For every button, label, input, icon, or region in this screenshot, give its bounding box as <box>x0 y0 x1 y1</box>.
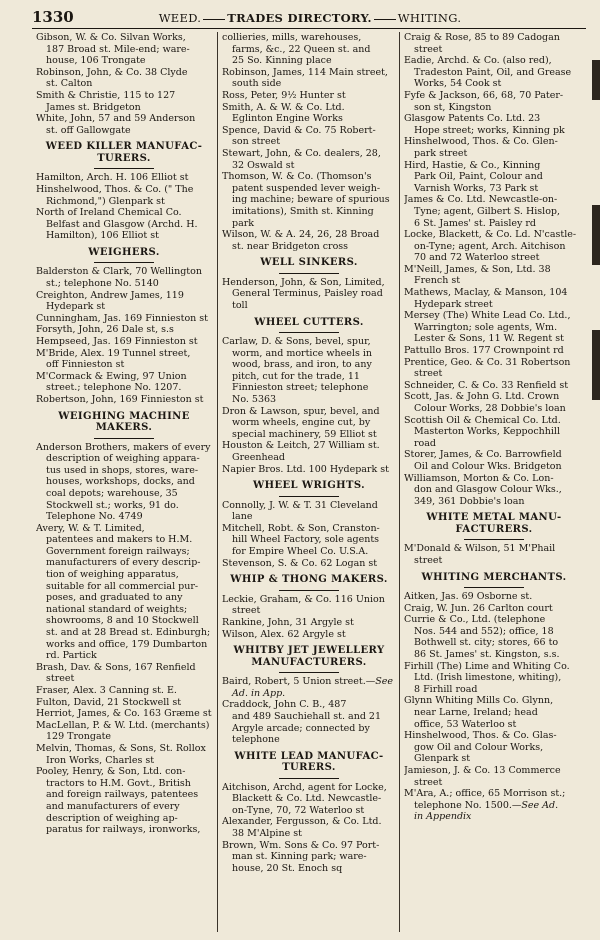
directory-entry <box>36 348 212 371</box>
running-head-right: WHITING. <box>397 11 462 25</box>
directory-entry <box>404 449 584 472</box>
entry-text: Prentice, Geo. & Co. 31 Robertson street <box>404 356 571 380</box>
directory-entry <box>222 816 396 839</box>
entry-text: Aitchison, Archd, agent for Locke, Blackett & Co. Ltd. Newcastle- on-Tyne, 70, 72 Waterloo st <box>222 781 387 816</box>
directory-entry <box>404 113 584 136</box>
directory-entry <box>36 697 212 709</box>
section-heading: WEIGHERS. <box>88 246 160 258</box>
entry-text: Houston & Leitch, 27 William st. Greenhead <box>222 440 380 463</box>
directory-entry <box>222 840 396 875</box>
entry-text: Balderston & Clark, 70 Wellington st.; telephone No. 5140 <box>36 266 202 289</box>
directory-entry <box>404 730 584 765</box>
entry-text: Ross, Peter, 9½ Hunter st <box>222 89 346 101</box>
section-heading: WHEEL CUTTERS. <box>254 316 364 328</box>
running-head-left: WEED. <box>158 11 202 25</box>
entry-text: Scottish Oil & Chemical Co. Ltd. Masterton Works, Keppochhill road <box>404 414 561 449</box>
directory-entry <box>222 523 396 558</box>
entry-text: Storer, James, & Co. Barrowfield Oil and Colour Wks. Bridgeton <box>404 449 562 472</box>
directory-entry <box>222 32 396 67</box>
directory-entry <box>404 380 584 392</box>
entry-text: MacLellan, P. & W. Ltd. (merchants) 129 Trongate <box>36 719 210 743</box>
directory-entry <box>404 229 584 264</box>
entry-text: Schneider, C. & Co. 33 Renfield st <box>404 379 569 391</box>
entry-text: Carlaw, D. & Sons, bevel, spur, worm, and mortice wheels in wood, brass, and iron, to any pitch, cut for the trade, 11 Finnieston street; telephone No. 5363 <box>222 336 372 406</box>
entry-text: Herriot, James, & Co. 163 Græme st <box>36 708 212 720</box>
heading-rule <box>94 262 154 263</box>
directory-entry <box>404 591 584 603</box>
running-head <box>30 11 590 25</box>
section-heading: WHITE METAL MANU- FACTURERS. <box>426 512 562 535</box>
directory-entry <box>404 788 584 823</box>
directory-entry <box>222 67 396 90</box>
entry-text: Hinshelwood, Thos. & Co. Glen- park street <box>404 136 558 159</box>
entry-text: North of Ireland Chemical Co. Belfast and Glasgow (Archd. H. Hamilton), 106 Elliot st <box>36 207 198 242</box>
entry-text: M'Donald & Wilson, 51 M'Phail street <box>404 543 556 566</box>
directory-entry <box>36 442 212 523</box>
entry-text: Thomson, W. & Co. (Thomson's patent suspended lever weigh- ing machine; beware of spurious imitations), Smith st. Kinning park <box>222 171 390 229</box>
entry-text: Glynn Whiting Mills Co. Glynn, near Larne, Ireland; head office, 53 Waterloo st <box>404 695 554 730</box>
entry-text: Spence, David & Co. 75 Robert- son street <box>222 124 376 148</box>
heading-rule <box>279 496 339 497</box>
directory-entry <box>36 113 212 136</box>
entry-text: Alexander, Fergusson, & Co. Ltd. 38 M'Alpine st <box>222 816 382 840</box>
directory-entry <box>36 266 212 289</box>
heading-rule <box>464 587 524 588</box>
entry-text: Hamilton, Arch. H. 106 Elliot st <box>36 172 189 184</box>
entry-text: Baird, Robert, 5 Union street.— <box>222 676 376 688</box>
directory-entry <box>36 207 212 242</box>
entry-text: Brash, Dav. & Sons, 167 Renfield street <box>36 661 196 685</box>
entry-text: Fulton, David, 21 Stockwell st <box>36 696 182 708</box>
directory-entry <box>404 543 584 566</box>
entry-text: Henderson, John, & Son, Limited, General Terminus, Paisley road toll <box>222 276 385 311</box>
entry-text: Forsyth, John, 26 Dale st, s.s <box>36 324 174 336</box>
directory-entry <box>222 406 396 441</box>
entry-text: Wilson, W. & A. 24, 26, 28 Broad st. near Bridgeton cross <box>222 229 380 252</box>
directory-entry <box>404 310 584 345</box>
directory-entry <box>222 171 396 229</box>
heading-rule <box>279 778 339 779</box>
directory-entry <box>222 229 396 252</box>
column-divider <box>217 32 218 932</box>
directory-entry <box>36 172 212 184</box>
directory-entry <box>404 614 584 660</box>
entry-text: M'Cormack & Ewing, 97 Union street.; telephone No. 1207. <box>36 370 187 394</box>
page-header <box>30 8 590 30</box>
directory-entry <box>36 523 212 662</box>
entry-text: Jamieson, J. & Co. 13 Commerce street <box>404 764 561 788</box>
directory-entry <box>36 90 212 113</box>
entry-text: Craig & Rose, 85 to 89 Cadogan street <box>404 32 560 55</box>
directory-entry <box>36 324 212 336</box>
entry-text: Williamson, Morton & Co. Lon- don and Glasgow Colour Wks., 349, 361 Dobbie's loan <box>404 472 562 507</box>
directory-column-1 <box>36 32 212 934</box>
entry-text: James & Co. Ltd. Newcastle-on- Tyne; agent, Gilbert S. Hislop, 6 St. James' st. Paisley rd <box>404 194 561 229</box>
directory-entry <box>36 371 212 394</box>
entry-text: Cunningham, Jas. 169 Finnieston st <box>36 312 209 324</box>
entry-text: collieries, mills, warehouses, farms, &c., 22 Queen st. and 25 So. Kinning place <box>222 32 371 67</box>
entry-text: Aitken, Jas. 69 Osborne st. <box>404 591 533 603</box>
entry-text: Pattullo Bros. 177 Crownpoint rd <box>404 345 564 357</box>
directory-entry <box>36 662 212 685</box>
directory-entry <box>222 500 396 523</box>
directory-entry <box>404 603 584 615</box>
entry-text: Pooley, Henry, & Son, Ltd. con- tractors to H.M. Govt., British and foreign railways, patentees and manufacturers of every description of weighing ap- paratus for railways, ironworks, <box>36 766 201 836</box>
entry-text: Robertson, John, 169 Finnieston st <box>36 393 204 405</box>
entry-text: Avery, W. & T. Limited, patentees and makers to H.M. Government foreign railways; manufacturers of every descrip- tion of weighing apparatus, suitable for all commercial pur- poses, and graduated to any national standard of weights; showrooms, 8 and 10 Stockwell st. and at 28 Bread st. Edinburgh; works and office, 179 Dumbarton rd. Partick <box>36 522 211 662</box>
entry-text: Stevenson, S. & Co. 62 Logan st <box>222 557 378 569</box>
entry-text: Wilson, Alex. 62 Argyle st <box>222 628 346 640</box>
binding-edge-mark <box>592 330 600 400</box>
binding-edge-mark <box>592 60 600 100</box>
entry-text: Connolly, J. W. & T. 31 Cleveland lane <box>222 499 378 523</box>
directory-entry <box>404 90 584 113</box>
directory-entry <box>404 357 584 380</box>
entry-text: Scott, Jas. & John G. Ltd. Crown Colour Works, 28 Dobbie's loan <box>404 391 566 414</box>
directory-column-2 <box>222 32 396 934</box>
directory-entry <box>36 313 212 325</box>
entry-text: M'Neill, James, & Son, Ltd. 38 French st <box>404 263 551 287</box>
directory-column-3 <box>404 32 584 934</box>
heading-rule <box>464 539 524 540</box>
directory-entry <box>36 394 212 406</box>
entry-text: Anderson Brothers, makers of every description of weighing appara- tus used in shops, stores, ware- houses, workshops, docks, and coal depots; warehouse, 35 Stockwell st.; works, 91 do. Telephone No. 4749 <box>36 441 211 523</box>
directory-entry <box>222 617 396 629</box>
entry-text: Gibson, W. & Co. Silvan Works, 187 Broad st. Mile-end; ware- house, 106 Trongate <box>36 32 190 67</box>
directory-entry <box>222 277 396 312</box>
entry-text: Hinshelwood, Thos. & Co. Glas- gow Oil and Colour Works, Glenpark st <box>404 730 557 765</box>
entry-text: Dron & Lawson, spur, bevel, and worm wheels, engine cut, by special machinery, 59 Elliot st <box>222 405 380 440</box>
directory-entry <box>222 336 396 406</box>
directory-entry <box>36 708 212 720</box>
directory-entry <box>404 287 584 310</box>
header-rule <box>32 28 586 29</box>
entry-text: Robinson, John, & Co. 38 Clyde st. Calton <box>36 66 188 90</box>
entry-text: Robinson, James, 114 Main street, south side <box>222 66 388 90</box>
directory-entry <box>404 765 584 788</box>
entry-text: Leckie, Graham, & Co. 116 Union street <box>222 593 385 617</box>
entry-text: Craddock, John C. B., 487 and 489 Sauchiehall st. and 21 Argyle arcade; connected by telephone <box>222 699 382 746</box>
directory-entry <box>222 699 396 745</box>
heading-rule <box>94 438 154 439</box>
directory-entry <box>36 685 212 697</box>
directory-entry <box>404 695 584 730</box>
entry-text: Smith & Christie, 115 to 127 James st. Bridgeton <box>36 89 176 113</box>
section-heading: WHITING MERCHANTS. <box>421 571 567 583</box>
entry-text: Stewart, John, & Co. dealers, 28, 32 Oswald st <box>222 147 381 171</box>
directory-entry <box>404 55 584 90</box>
entry-text: M'Bride, Alex. 19 Tunnel street, off Finnieston st <box>36 347 191 371</box>
entry-text: Napier Bros. Ltd. 100 Hydepark st <box>222 463 389 475</box>
directory-entry <box>222 629 396 641</box>
section-heading: WHITBY JET JEWELLERY MANUFACTURERS. <box>233 645 385 668</box>
entry-text: Mathews, Maclay, & Manson, 104 Hydepark street <box>404 287 568 310</box>
advert-reference: See Ad. in App. <box>232 676 393 699</box>
page-number: 1330 <box>32 8 74 26</box>
section-heading: WHIP & THONG MAKERS. <box>230 574 388 586</box>
directory-entry <box>36 32 212 67</box>
directory-entry <box>222 782 396 817</box>
directory-entry <box>404 32 584 55</box>
running-head-middle: TRADES DIRECTORY. <box>227 11 372 25</box>
heading-rule <box>279 273 339 274</box>
binding-edge-mark <box>592 205 600 265</box>
entry-text: Eadie, Archd. & Co. (also red), Tradeston Paint, Oil, and Grease Works, 54 Cook st <box>404 55 572 90</box>
directory-entry <box>404 136 584 159</box>
heading-rule <box>279 672 339 673</box>
section-heading: WHITE LEAD MANUFAC- TURERS. <box>234 750 384 774</box>
column-divider <box>399 32 400 932</box>
entry-text: Currie & Co., Ltd. (telephone Nos. 544 and 552); office, 18 Bothwell st. city; stores, 66 to 86 St. James' st. Kingston, s.s. <box>404 614 560 660</box>
directory-entry <box>404 194 584 229</box>
directory-entry <box>222 148 396 171</box>
entry-text: White, John, 57 and 59 Anderson st. off Gallowgate <box>36 113 196 136</box>
entry-text: Creighton, Andrew James, 119 Hydepark st <box>36 289 184 313</box>
entry-text: Locke, Blackett, & Co. Ld. N'castle- on-Tyne; agent, Arch. Aitchison 70 and 72 Waterloo street <box>404 229 577 264</box>
advert-reference: See Ad. in Appendix <box>414 799 559 823</box>
section-heading: WEED KILLER MANUFAC- TURERS. <box>45 141 203 164</box>
section-heading: WELL SINKERS. <box>260 257 358 269</box>
section-heading: WHEEL WRIGHTS. <box>252 480 366 492</box>
entry-text: Melvin, Thomas, & Sons, St. Rollox Iron Works, Charles st <box>36 742 206 766</box>
directory-entry <box>404 391 584 414</box>
directory-entry <box>404 160 584 195</box>
running-head-rule-right <box>374 19 396 20</box>
directory-entry <box>404 661 584 696</box>
section-heading: WEIGHING MACHINE MAKERS. <box>58 410 190 434</box>
directory-entry <box>222 676 396 699</box>
entry-text: Craig, W. Jun. 26 Carlton court <box>404 602 553 614</box>
running-head-rule-left <box>203 19 225 20</box>
entry-text: Hird, Hastie, & Co., Kinning Park Oil, Paint, Colour and Varnish Works, 73 Park st <box>404 159 543 194</box>
directory-entry <box>36 720 212 743</box>
directory-entry <box>36 766 212 836</box>
directory-entry <box>222 558 396 570</box>
directory-entry <box>36 184 212 207</box>
directory-entry <box>222 440 396 463</box>
directory-entry <box>404 345 584 357</box>
entry-text: Firhill (The) Lime and Whiting Co. Ltd. (Irish limestone, whiting), 8 Firhill road <box>404 660 570 695</box>
directory-entry <box>222 90 396 102</box>
directory-entry <box>404 415 584 450</box>
directory-entry <box>404 264 584 287</box>
directory-entry <box>222 464 396 476</box>
entry-text: Mersey (The) White Lead Co. Ltd., Warrington; sole agents, Wm. Lester & Sons, 11 W. Regent st <box>404 310 571 345</box>
directory-entry <box>404 473 584 508</box>
entry-text: Hinshelwood, Thos. & Co. (" The Richmond,") Glenpark st <box>36 183 194 207</box>
entry-text: Brown, Wm. Sons & Co. 97 Port- man st. Kinning park; ware- house, 20 St. Enoch sq <box>222 839 380 874</box>
heading-rule <box>94 168 154 169</box>
entry-text: M'Ara, A.; office, 65 Morrison st.; telephone No. 1500.— <box>404 788 566 811</box>
directory-entry <box>222 594 396 617</box>
heading-rule <box>279 590 339 591</box>
directory-entry <box>36 743 212 766</box>
entry-text: Hempseed, Jas. 169 Finnieston st <box>36 335 198 347</box>
directory-entry <box>222 102 396 125</box>
directory-entry <box>36 336 212 348</box>
directory-entry <box>36 67 212 90</box>
entry-text: Mitchell, Robt. & Son, Cranston- hill Wheel Factory, sole agents for Empire Wheel Co. U.S.A. <box>222 522 380 558</box>
entry-text: Smith, A. & W. & Co. Ltd. Eglinton Engine Works <box>222 101 345 125</box>
entry-text: Fraser, Alex. 3 Canning st. E. <box>36 685 177 696</box>
directory-entry <box>222 125 396 148</box>
directory-entry <box>36 290 212 313</box>
entry-text: Glasgow Patents Co. Ltd. 23 Hope street; works, Kinning pk <box>404 113 565 136</box>
entry-text: Rankine, John, 31 Argyle st <box>222 616 354 628</box>
heading-rule <box>279 332 339 333</box>
entry-text: Fyfe & Jackson, 66, 68, 70 Pater- son st, Kingston <box>404 89 564 113</box>
